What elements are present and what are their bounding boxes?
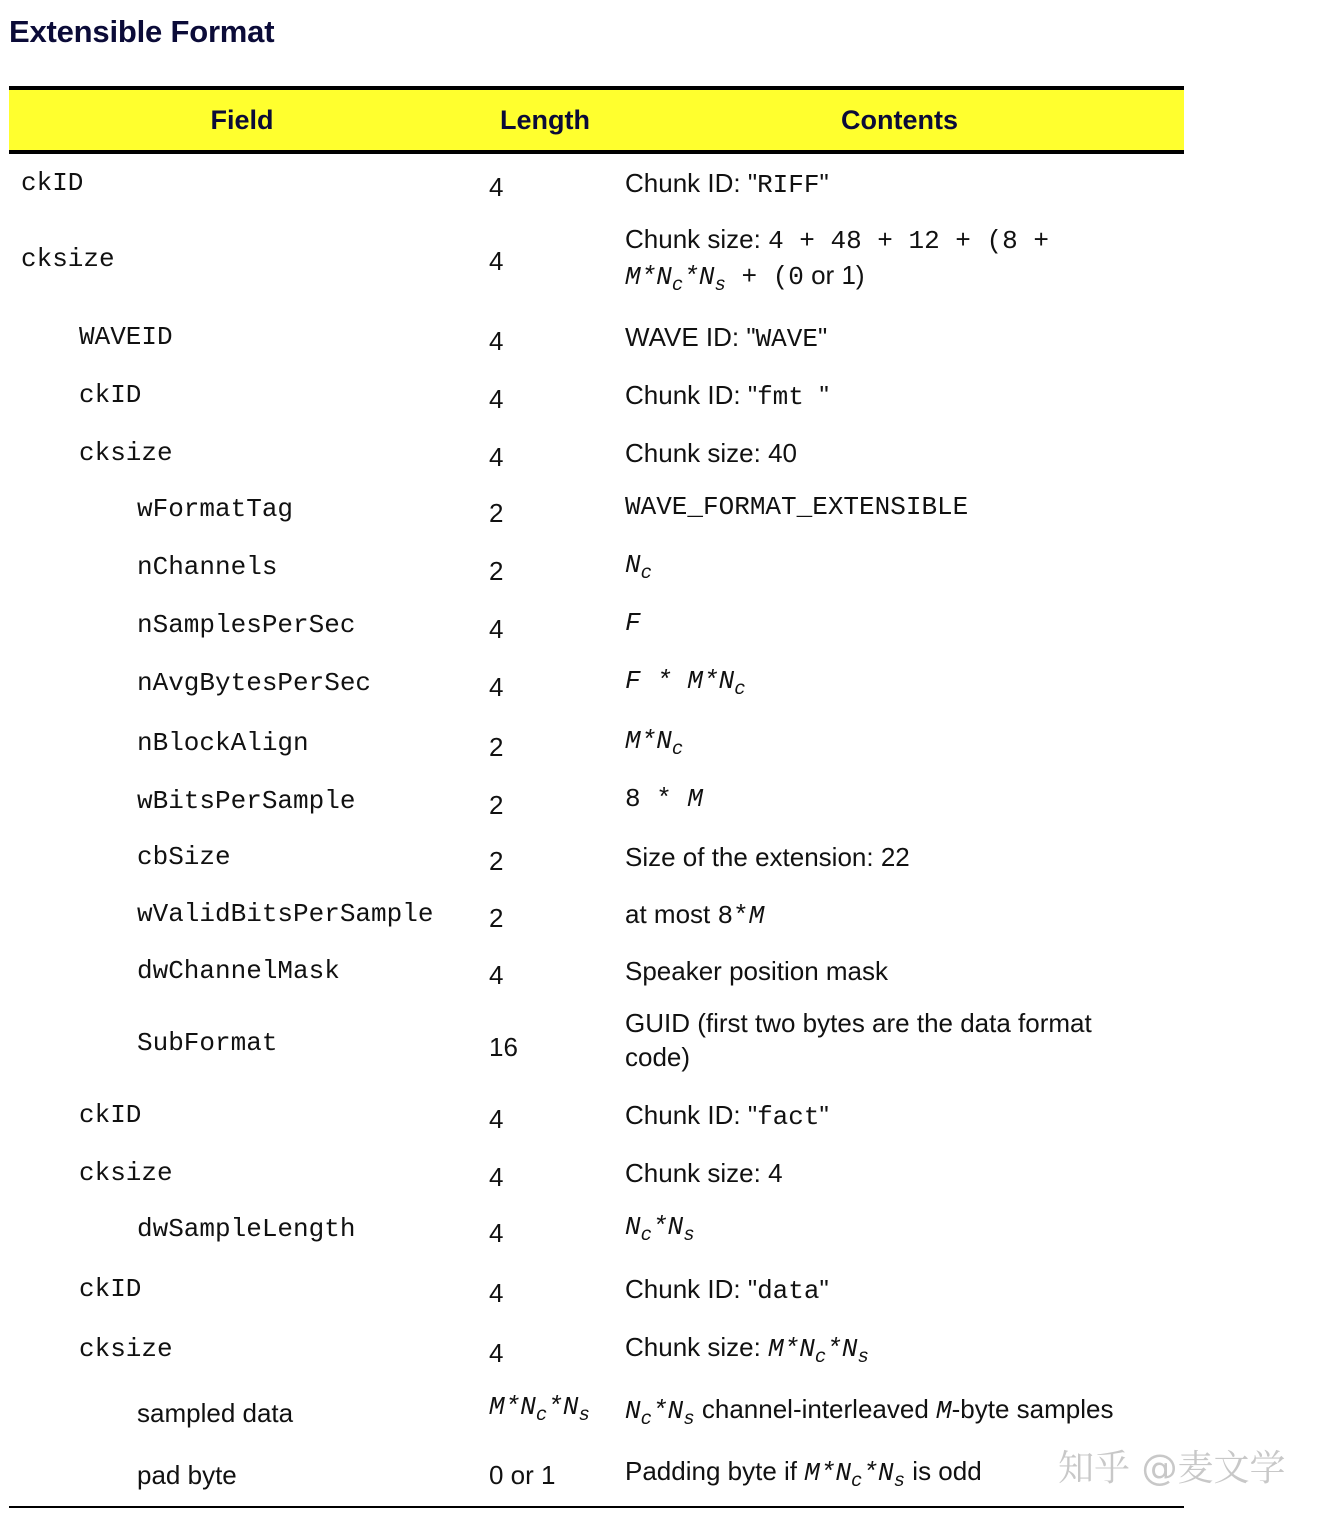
field-name: dwChannelMask (137, 956, 340, 986)
field-contents: Padding byte if $M*N_c*N_s$ is odd (625, 1456, 982, 1492)
field-length: 4 (489, 1278, 504, 1308)
field-name: cksize (79, 438, 173, 468)
field-name: nSamplesPerSec (137, 610, 356, 640)
field-length: 4 (489, 1104, 504, 1134)
field-length: 16 (489, 1032, 518, 1062)
field-name: cksize (79, 1334, 173, 1364)
field-contents: Chunk ID: "data" (625, 1274, 829, 1306)
field-length: 4 (489, 172, 504, 202)
field-name: WAVEID (79, 322, 173, 352)
field-contents: at most 8*M (625, 899, 765, 931)
field-length: 4 (489, 246, 504, 276)
field-contents: WAVE ID: "WAVE" (625, 322, 828, 354)
field-length: 4 (489, 442, 504, 472)
field-contents: Chunk ID: "RIFF" (625, 168, 829, 200)
field-contents: F (625, 608, 641, 638)
field-contents: Speaker position mask (625, 956, 889, 986)
field-contents: GUID (first two bytes are the data format code) (625, 1008, 1092, 1072)
field-length: 4 (489, 1218, 504, 1248)
field-contents: Chunk size: 4 + 48 + 12 + (8 + $M*N_c*N_s + (0$ or 1) (625, 224, 1049, 296)
field-length: 4 (489, 1162, 504, 1192)
field-length: 4 (489, 614, 504, 644)
header-length: Length (500, 105, 590, 135)
field-name: nAvgBytesPerSec (137, 668, 372, 698)
field-name: cbSize (137, 842, 231, 872)
field-name: SubFormat (137, 1028, 278, 1058)
page-title: Extensible Format (9, 14, 275, 49)
field-length: 4 (489, 1338, 504, 1368)
field-contents: Chunk ID: "fact" (625, 1100, 829, 1132)
field-length: 4 (489, 326, 504, 356)
field-name: nChannels (137, 552, 278, 582)
field-length: 4 (489, 960, 504, 990)
table-header (9, 86, 1184, 154)
field-contents: Chunk size: 40 (625, 438, 797, 468)
field-contents: Chunk size: $M*N_c*N_s$ (625, 1332, 869, 1368)
watermark: 知乎 @麦文学 (1058, 1448, 1286, 1489)
field-contents: $M*N_c$ (625, 726, 684, 760)
field-length: 2 (489, 903, 504, 933)
field-contents: $N_c*N_s$ channel-interleaved M-byte samples (625, 1394, 1114, 1430)
field-name: sampled data (137, 1398, 294, 1428)
field-name: wBitsPerSample (137, 786, 356, 816)
field-contents: 8 * M (625, 784, 704, 814)
field-name: ckID (21, 168, 84, 198)
field-length: 2 (489, 846, 504, 876)
header-contents: Contents (841, 105, 958, 135)
field-name: wFormatTag (137, 494, 294, 524)
field-name: dwSampleLength (137, 1214, 356, 1244)
field-name: cksize (21, 244, 115, 274)
field-length: 4 (489, 384, 504, 414)
field-contents: Chunk ID: "fmt " (625, 380, 829, 412)
field-length: $M*N_c*N_s$ (489, 1392, 590, 1426)
field-length: 0 or 1 (489, 1460, 556, 1490)
field-contents: Chunk size: 4 (625, 1158, 783, 1188)
field-contents: $N_c$ (625, 550, 653, 584)
field-name: wValidBitsPerSample (137, 899, 434, 929)
field-name: pad byte (137, 1460, 237, 1490)
field-length: 2 (489, 732, 504, 762)
field-contents: $N_c*N_s$ (625, 1212, 695, 1246)
table-bottom-rule (9, 1506, 1184, 1508)
field-length: 2 (489, 790, 504, 820)
field-name: ckID (79, 1274, 142, 1304)
field-name: nBlockAlign (137, 728, 309, 758)
field-contents: F * $M*N_c$ (625, 666, 746, 700)
field-contents: Size of the extension: 22 (625, 842, 910, 872)
field-length: 2 (489, 498, 504, 528)
header-field: Field (210, 105, 274, 135)
field-name: ckID (79, 380, 142, 410)
field-length: 2 (489, 556, 504, 586)
field-length: 4 (489, 672, 504, 702)
field-contents: WAVE_FORMAT_EXTENSIBLE (625, 492, 969, 522)
field-name: cksize (79, 1158, 173, 1188)
field-name: ckID (79, 1100, 142, 1130)
